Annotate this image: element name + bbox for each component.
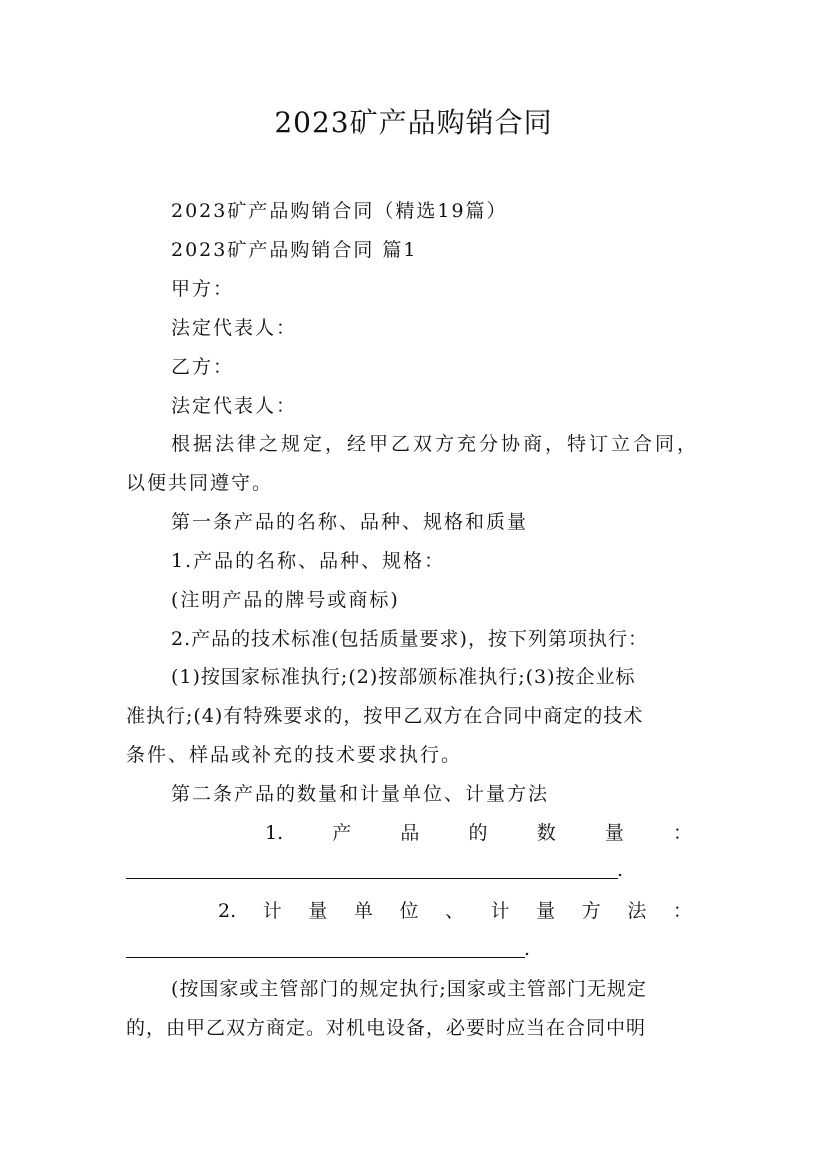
unit-label-char: 量 — [536, 900, 556, 922]
article-1-item-2: 2.产品的技术标准(包括质量要求)，按下列第项执行： — [171, 628, 648, 650]
unit-label-char: 量 — [308, 900, 328, 922]
unit-label-char: 2. — [218, 900, 237, 922]
party-b-label: 乙方： — [171, 356, 235, 378]
article-1-note: (注明产品的牌号或商标) — [171, 589, 400, 611]
preamble-line-1: 根据法律之规定，经甲乙双方充分协商，特订立合同， — [171, 433, 700, 455]
quantity-label-char: ： — [672, 822, 692, 844]
party-a-representative-label: 法定代表人： — [171, 317, 298, 339]
unit-label-char: 法 — [627, 900, 647, 922]
subtitle-line: 2023矿产品购销合同（精选19篇） — [171, 200, 508, 222]
article-1-standards-line-3: 条件、样品或补充的技术要求执行。 — [126, 744, 463, 766]
unit-label-char: 方 — [581, 900, 601, 922]
article-1-heading: 第一条产品的名称、品种、规格和质量 — [171, 511, 529, 533]
article-2-heading: 第二条产品的数量和计量单位、计量方法 — [171, 783, 550, 805]
section-heading: 2023矿产品购销合同 篇1 — [171, 239, 418, 261]
quantity-label-char: 量 — [604, 822, 624, 844]
party-a-label: 甲方： — [171, 278, 235, 300]
unit-label-char: 位 — [399, 900, 419, 922]
quantity-label-char: 品 — [400, 822, 420, 844]
quantity-blank-line — [126, 878, 618, 879]
article-1-standards-line-1: (1)按国家标准执行;(2)按部颁标准执行;(3)按企业标 — [171, 666, 636, 688]
measurement-note-line-2: 的，由甲乙双方商定。对机电设备，必要时应当在合同中明 — [126, 1017, 647, 1039]
unit-method-blank-end: . — [524, 938, 531, 960]
article-1-item-1: 1.产品的名称、品种、规格： — [171, 550, 446, 572]
quantity-label-char: 产 — [332, 822, 352, 844]
unit-label-char: 计 — [490, 900, 510, 922]
unit-method-blank-line — [126, 957, 525, 958]
measurement-note-line-1: (按国家或主管部门的规定执行;国家或主管部门无规定 — [171, 978, 647, 1000]
quantity-label-line — [265, 820, 692, 846]
quantity-label-char: 的 — [468, 822, 488, 844]
document-title: 2023矿产品购销合同 — [274, 106, 553, 139]
preamble-line-2: 以便共同遵守。 — [126, 472, 274, 494]
unit-method-label-line — [218, 898, 692, 924]
party-b-representative-label: 法定代表人： — [171, 395, 298, 417]
unit-label-char: 、 — [445, 900, 465, 922]
unit-label-char: 计 — [262, 900, 282, 922]
unit-label-char: ： — [672, 900, 692, 922]
unit-label-char: 单 — [353, 900, 373, 922]
article-1-standards-line-2: 准执行;(4)有特殊要求的，按甲乙双方在合同中商定的技术 — [126, 705, 644, 727]
quantity-label-char: 1. — [265, 822, 284, 844]
quantity-label-char: 数 — [536, 822, 556, 844]
quantity-blank-end: . — [617, 859, 624, 881]
